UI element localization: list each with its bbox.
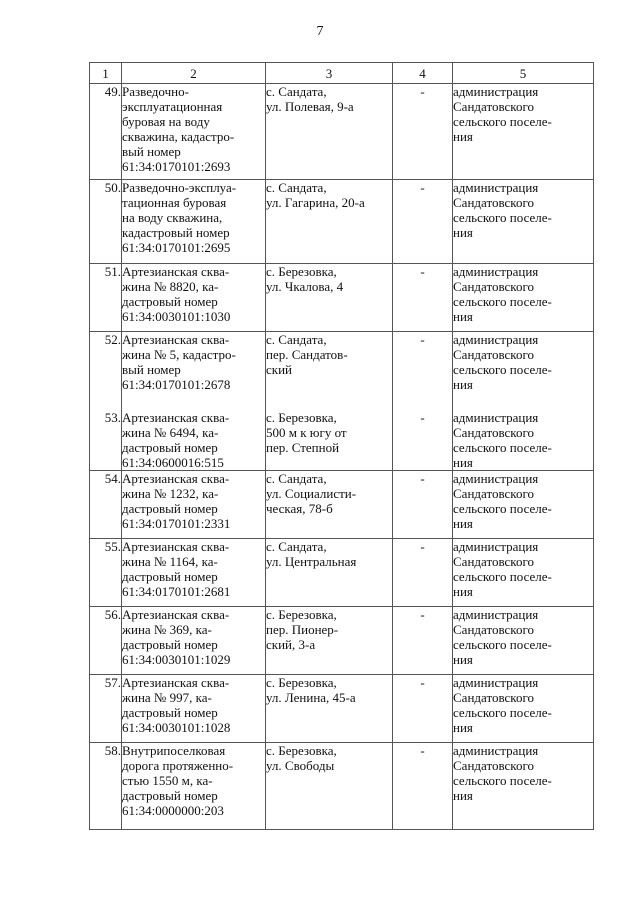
cell-text-line: Сандатовского [453, 621, 534, 637]
row-number-cell: 56. [90, 606, 122, 674]
cell-text-line: Артезианская сква- [122, 264, 230, 279]
cell-text-line: кадастровый номер [122, 225, 230, 240]
address-cell [266, 538, 393, 606]
cell-text-line: жина № 997, ка- [122, 689, 212, 705]
cell-text-line: сельского поселе- [453, 294, 552, 309]
column-4-cell: - [393, 180, 453, 264]
object-name-cell [122, 84, 266, 180]
cell-text-line: ский, 3-а [266, 636, 316, 652]
cell-text-line: жина № 5, кадастро- [122, 347, 236, 362]
table-header-row [90, 63, 594, 84]
cell-text-line: ния [453, 309, 473, 324]
cell-text-line: Артезианская сква- [122, 538, 230, 554]
address-cell [266, 742, 393, 829]
cell-text-line: стью 1550 м, ка- [122, 772, 213, 788]
cell-text-line: дастровый номер [122, 294, 218, 309]
owner-cell [453, 606, 594, 674]
cell-text-line: Сандатовского [453, 195, 534, 210]
cell-text-line: ния [453, 651, 473, 667]
cell-text-line: 61:34:0170101:2331 [122, 515, 231, 531]
cell-text-line: ул. Ленина, 45-а [266, 689, 356, 705]
cell-text-line: администрация [453, 674, 539, 690]
cell-text-line: администрация [453, 332, 539, 347]
object-name-cell [122, 674, 266, 742]
cell-text-line: Сандатовского [453, 553, 534, 569]
page-number: 7 [316, 24, 324, 39]
cell-text-line: Артезианская сква- [122, 606, 230, 622]
cell-text-line: Разведочно-эксплуа- [122, 180, 237, 195]
cell-text-line: ния [453, 787, 473, 803]
cell-text-line: Сандатовского [453, 347, 534, 362]
cell-text-line: администрация [453, 538, 539, 554]
cell-text-line: дастровый номер [122, 636, 218, 652]
cell-text-line: с. Сандата, [266, 538, 327, 554]
cell-text-line: ния [453, 583, 473, 599]
cell-text-line: Разведочно- [122, 84, 189, 99]
column-4-cell: - [393, 606, 453, 674]
address-cell [266, 264, 393, 332]
cell-text-line: буровая на воду [122, 114, 210, 129]
column-4-cell: - [393, 400, 453, 471]
column-header-5: 5 [453, 63, 594, 84]
owner-cell [453, 742, 594, 829]
cell-text-line: эксплуатационная [122, 99, 223, 114]
table-row [90, 180, 594, 264]
cell-text-line: с. Сандата, [266, 84, 327, 99]
cell-text-line: 61:34:0170101:2693 [122, 159, 231, 174]
cell-text-line: ческая, 78-б [266, 500, 333, 516]
cell-text-line: Сандатовского [453, 424, 534, 440]
address-cell [266, 180, 393, 264]
table-row [90, 264, 594, 332]
cell-text-line: ул. Центральная [266, 553, 357, 569]
cell-text-line: ул. Гагарина, 20-а [266, 195, 365, 210]
cell-text-line: вый номер [122, 362, 181, 377]
object-name-cell [122, 400, 266, 471]
cell-text-line: дастровый номер [122, 568, 218, 584]
cell-text-line: с. Березовка, [266, 606, 337, 622]
cell-text-line: сельского поселе- [453, 636, 552, 652]
cell-text-line: сельского поселе- [453, 704, 552, 720]
row-number-cell: 52. [90, 332, 122, 400]
column-4-cell: - [393, 538, 453, 606]
column-4-cell: - [393, 674, 453, 742]
cell-text-line: 61:34:0030101:1029 [122, 651, 231, 667]
cell-text-line: администрация [453, 606, 539, 622]
cell-text-line: Сандатовского [453, 279, 534, 294]
cell-text-line: жина № 8820, ка- [122, 279, 219, 294]
cell-text-line: администрация [453, 84, 539, 99]
cell-text-line: Сандатовского [453, 485, 534, 501]
cell-text-line: ния [453, 719, 473, 735]
cell-text-line: сельского поселе- [453, 114, 552, 129]
cell-text-line: с. Сандата, [266, 180, 327, 195]
owner-cell [453, 84, 594, 180]
cell-text-line: сельского поселе- [453, 210, 552, 225]
cell-text-line: вый номер [122, 144, 181, 159]
table-row [90, 400, 594, 471]
cell-text-line: ул. Социалисти- [266, 485, 357, 501]
row-number-cell: 49. [90, 84, 122, 180]
cell-text-line: 61:34:0170101:2681 [122, 583, 231, 599]
cell-text-line: ния [453, 225, 473, 240]
address-cell [266, 332, 393, 400]
object-name-cell [122, 606, 266, 674]
cell-text-line: ул. Полевая, 9-а [266, 99, 354, 114]
owner-cell [453, 180, 594, 264]
cell-text-line: 61:34:0030101:1030 [122, 309, 231, 324]
cell-text-line: с. Березовка, [266, 674, 337, 690]
cell-text-line: 61:34:0000000:203 [122, 802, 224, 818]
cell-text-line: администрация [453, 180, 539, 195]
table-row [90, 538, 594, 606]
address-cell [266, 400, 393, 471]
cell-text-line: пер. Сандатов- [266, 347, 348, 362]
cell-text-line: с. Березовка, [266, 264, 337, 279]
column-4-cell: - [393, 332, 453, 400]
property-table [89, 62, 594, 830]
address-cell [266, 606, 393, 674]
cell-text-line: 61:34:0170101:2695 [122, 240, 231, 255]
cell-text-line: Артезианская сква- [122, 332, 230, 347]
row-number-cell: 51. [90, 264, 122, 332]
row-number-cell: 53. [90, 400, 122, 471]
cell-text-line: сельского поселе- [453, 362, 552, 377]
object-name-cell [122, 470, 266, 538]
cell-text-line: пер. Пионер- [266, 621, 339, 637]
cell-text-line: администрация [453, 409, 539, 425]
cell-text-line: тационная буровая [122, 195, 227, 210]
address-cell [266, 84, 393, 180]
cell-text-line: Артезианская сква- [122, 674, 230, 690]
row-number-cell: 55. [90, 538, 122, 606]
cell-text-line: 500 м к югу от [266, 424, 347, 440]
column-4-cell: - [393, 742, 453, 829]
row-number-cell: 58. [90, 742, 122, 829]
cell-text-line: с. Березовка, [266, 409, 337, 425]
cell-text-line: Внутрипоселковая [122, 742, 226, 758]
column-4-cell: - [393, 264, 453, 332]
table-row [90, 606, 594, 674]
owner-cell [453, 674, 594, 742]
cell-text-line: администрация [453, 264, 539, 279]
cell-text-line: на воду скважина, [122, 210, 223, 225]
cell-text-line: дастровый номер [122, 439, 218, 455]
cell-text-line: жина № 6494, ка- [122, 424, 219, 440]
cell-text-line: Артезианская сква- [122, 470, 230, 486]
table-body [90, 84, 594, 830]
cell-text-line: жина № 369, ка- [122, 621, 212, 637]
cell-text-line: дастровый номер [122, 787, 218, 803]
cell-text-line: жина № 1232, ка- [122, 485, 219, 501]
object-name-cell [122, 332, 266, 400]
cell-text-line: ский [266, 362, 292, 377]
cell-text-line: с. Сандата, [266, 332, 327, 347]
owner-cell [453, 470, 594, 538]
cell-text-line: скважина, кадастро- [122, 129, 235, 144]
cell-text-line: пер. Степной [266, 439, 340, 455]
object-name-cell [122, 538, 266, 606]
cell-text-line: 61:34:0600016:515 [122, 454, 224, 470]
cell-text-line: сельского поселе- [453, 439, 552, 455]
cell-text-line: ния [453, 129, 473, 144]
table-row [90, 742, 594, 829]
column-header-3: 3 [266, 63, 393, 84]
cell-text-line: Артезианская сква- [122, 409, 230, 425]
object-name-cell [122, 264, 266, 332]
cell-text-line: сельского поселе- [453, 500, 552, 516]
table-row [90, 674, 594, 742]
cell-text-line: дорога протяженно- [122, 757, 234, 773]
cell-text-line: Сандатовского [453, 689, 534, 705]
owner-cell [453, 264, 594, 332]
cell-text-line: ния [453, 377, 473, 392]
table-row [90, 470, 594, 538]
address-cell [266, 470, 393, 538]
owner-cell [453, 538, 594, 606]
cell-text-line: ния [453, 454, 473, 470]
owner-cell [453, 332, 594, 400]
row-number-cell: 54. [90, 470, 122, 538]
cell-text-line: дастровый номер [122, 704, 218, 720]
cell-text-line: 61:34:0030101:1028 [122, 719, 231, 735]
column-header-2: 2 [122, 63, 266, 84]
cell-text-line: администрация [453, 470, 539, 486]
cell-text-line: сельского поселе- [453, 568, 552, 584]
owner-cell [453, 400, 594, 471]
cell-text-line: с. Березовка, [266, 742, 337, 758]
cell-text-line: Сандатовского [453, 99, 534, 114]
cell-text-line: администрация [453, 742, 539, 758]
address-cell [266, 674, 393, 742]
cell-text-line: 61:34:0170101:2678 [122, 377, 231, 392]
cell-text-line: сельского поселе- [453, 772, 552, 788]
column-header-4: 4 [393, 63, 453, 84]
cell-text-line: дастровый номер [122, 500, 218, 516]
cell-text-line: с. Сандата, [266, 470, 327, 486]
cell-text-line: Сандатовского [453, 757, 534, 773]
cell-text-line: ния [453, 515, 473, 531]
column-header-1: 1 [90, 63, 122, 84]
column-4-cell: - [393, 470, 453, 538]
cell-text-line: ул. Свободы [266, 757, 335, 773]
row-number-cell: 50. [90, 180, 122, 264]
object-name-cell [122, 180, 266, 264]
column-4-cell: - [393, 84, 453, 180]
cell-text-line: ул. Чкалова, 4 [266, 279, 344, 294]
cell-text-line: жина № 1164, ка- [122, 553, 218, 569]
table-row [90, 332, 594, 400]
object-name-cell [122, 742, 266, 829]
row-number-cell: 57. [90, 674, 122, 742]
table-row [90, 84, 594, 180]
